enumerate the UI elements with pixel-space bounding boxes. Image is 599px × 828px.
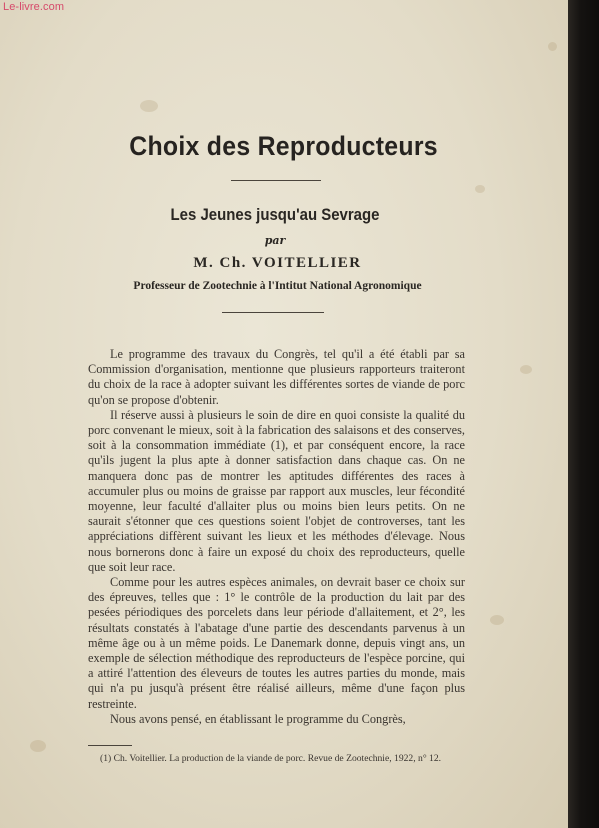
paragraph: Comme pour les autres espèces animales, on devrait baser ce choix sur des épreuves, telles que : 1° le contrôle de la production du lait par des pesées périodiques des porcelets dans leur période d'allaitement, et 2°, les résultats constatés à l'abatage d'une partie des descendants parvenus à un même âge ou à un même poids. Le Danemark donne, depuis vingt ans, un exemple de sélection méthodique des reproducteurs de l'espèce porcine, qui a attiré l'attention des éleveurs de toutes les autres parties du monde, mais qui n'a pu jusqu'à présent être réalisé ailleurs, même d'une façon plus restreinte.	[88, 575, 465, 711]
paper-stain	[520, 365, 532, 374]
footnote	[88, 752, 465, 765]
author-affiliation: Professeur de Zootechnie à l'Intitut National Agronomique	[133, 280, 422, 292]
paper-stain	[475, 185, 485, 193]
footnote-divider	[88, 745, 132, 746]
subtitle: Les Jeunes jusqu'au Sevrage	[170, 205, 380, 224]
footnote-text: (1) Ch. Voitellier. La production de la viande de porc. Revue de Zootechnie, 1922, n° 12.	[100, 753, 442, 764]
article-body	[88, 347, 465, 727]
paper-stain	[548, 42, 557, 51]
page-title: Choix des Reproducteurs	[129, 131, 438, 161]
title-divider	[231, 180, 321, 181]
paper-stain	[30, 740, 46, 752]
byline-par: par	[264, 234, 286, 247]
paper-stain	[140, 100, 158, 112]
paragraph: Le programme des travaux du Congrès, tel qu'il a été établi par sa Commission d'organisation, mentionne que plusieurs rapporteurs traiteront du choix de la race à adopter suivant les différentes sortes de viande de porc qu'on se propose d'obtenir.	[88, 347, 465, 407]
paragraph: Il réserve aussi à plusieurs le soin de dire en quoi consiste la qualité du porc convenant le mieux, soit à la fabrication des salaisons et des conserves, soit à la consommation immédiate (1), et par conséquent encore, la race qu'ils jugent la plus apte à donner satisfaction dans chaque cas. On ne manquera donc pas de montrer les aptitudes différentes des races à accumuler plus ou moins de graisse par rapport aux muscles, leur fécondité moyenne, leur faculté d'allaiter plus ou moins bien leurs petits. On ne saurait s'étonner que ces questions soient l'objet de controverses, tant les appréciations diffèrent suivant les lieux et les méthodes d'élevage. Nous nous bornerons donc à faire un exposé du choix des reproducteurs, quelle que soit leur race.	[88, 407, 465, 574]
paper-stain	[490, 615, 504, 625]
paragraph: Nous avons pensé, en établissant le programme du Congrès,	[110, 711, 406, 726]
header-divider	[222, 312, 324, 313]
author-name: M. Ch. VOITELLIER	[193, 255, 362, 271]
book-spine-shadow	[568, 0, 599, 828]
watermark: Le-livre.com	[3, 1, 65, 13]
